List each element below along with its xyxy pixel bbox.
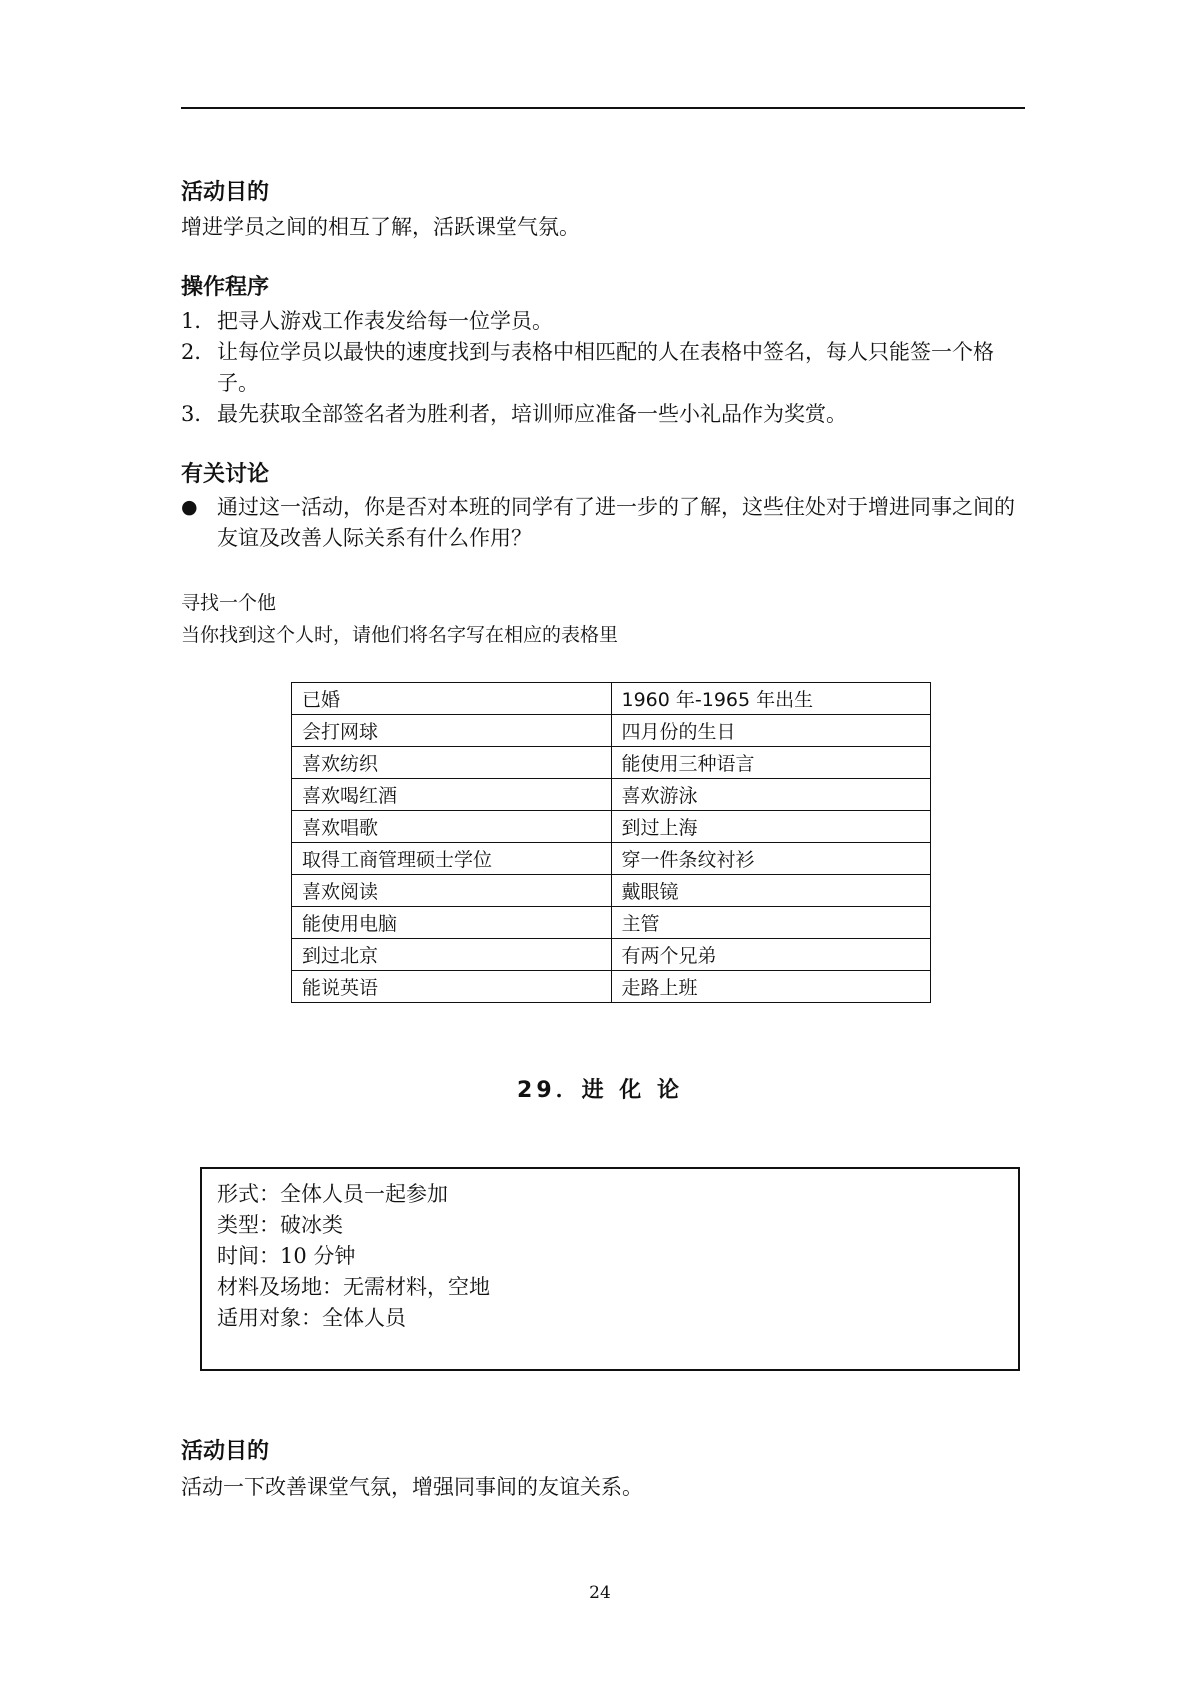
bullet-icon: ● xyxy=(181,496,198,518)
discussion-list xyxy=(181,492,1025,554)
table-cell: 能使用电脑 xyxy=(292,907,612,939)
activity-info-box xyxy=(200,1167,1020,1371)
procedure-step xyxy=(181,337,1025,399)
info-materials: 材料及场地：无需材料，空地 xyxy=(217,1275,490,1299)
worksheet-title: 寻找一个他 xyxy=(181,592,277,614)
step-text: 把寻人游戏工作表发给每一位学员。 xyxy=(217,309,553,333)
table-cell: 喜欢唱歌 xyxy=(292,811,612,843)
table-cell: 有两个兄弟 xyxy=(611,939,931,971)
table-cell: 穿一件条纹衬衫 xyxy=(611,843,931,875)
table-row xyxy=(292,811,931,843)
discussion-heading: 有关讨论 xyxy=(181,462,270,487)
info-type: 类型：破冰类 xyxy=(217,1213,343,1237)
procedure-heading: 操作程序 xyxy=(181,275,270,300)
table-row xyxy=(292,971,931,1003)
table-cell: 已婚 xyxy=(292,683,612,715)
step-number: 1． xyxy=(181,309,216,333)
table-row xyxy=(292,907,931,939)
table-cell: 到过上海 xyxy=(611,811,931,843)
table-cell: 喜欢喝红酒 xyxy=(292,779,612,811)
table-cell: 戴眼镜 xyxy=(611,875,931,907)
discussion-text: 通过这一活动，你是否对本班的同学有了进一步的了解，这些住处对于增进同事之间的友谊及改善人际关系有什么作用？ xyxy=(217,495,1015,550)
purpose-text-2: 活动一下改善课堂气氛，增强同事间的友谊关系。 xyxy=(181,1475,643,1499)
step-number: 2． xyxy=(181,340,216,364)
table-cell: 四月份的生日 xyxy=(611,715,931,747)
table-cell: 喜欢纺织 xyxy=(292,747,612,779)
table-cell: 1960 年-1965 年出生 xyxy=(611,683,931,715)
table-row xyxy=(292,779,931,811)
table-cell: 走路上班 xyxy=(611,971,931,1003)
table-cell: 取得工商管理硕士学位 xyxy=(292,843,612,875)
table-cell: 会打网球 xyxy=(292,715,612,747)
table-row xyxy=(292,715,931,747)
table-cell: 喜欢阅读 xyxy=(292,875,612,907)
table-cell: 主管 xyxy=(611,907,931,939)
purpose-heading-2: 活动目的 xyxy=(181,1439,270,1464)
info-audience: 适用对象：全体人员 xyxy=(217,1306,406,1330)
step-number: 3． xyxy=(181,402,216,426)
table-row xyxy=(292,747,931,779)
table-cell: 喜欢游泳 xyxy=(611,779,931,811)
info-format: 形式：全体人员一起参加 xyxy=(217,1182,448,1206)
table-cell: 能说英语 xyxy=(292,971,612,1003)
table-row xyxy=(292,683,931,715)
discussion-item xyxy=(181,492,1025,554)
header-rule xyxy=(181,107,1025,109)
find-someone-table xyxy=(291,682,931,1003)
table-row xyxy=(292,843,931,875)
purpose-heading-1: 活动目的 xyxy=(181,180,270,205)
table-cell: 到过北京 xyxy=(292,939,612,971)
worksheet-instruction: 当你找到这个人时，请他们将名字写在相应的表格里 xyxy=(181,624,619,646)
table-cell: 能使用三种语言 xyxy=(611,747,931,779)
info-duration: 时间：10 分钟 xyxy=(217,1244,356,1268)
purpose-text-1: 增进学员之间的相互了解，活跃课堂气氛。 xyxy=(181,215,580,239)
procedure-step xyxy=(181,399,1025,430)
procedure-steps xyxy=(181,306,1025,430)
step-text: 最先获取全部签名者为胜利者，培训师应准备一些小礼品作为奖赏。 xyxy=(217,402,847,426)
page-number: 24 xyxy=(589,1583,611,1603)
activity-29-title: 29．进 化 论 xyxy=(517,1078,683,1103)
step-text: 让每位学员以最快的速度找到与表格中相匹配的人在表格中签名，每人只能签一个格子。 xyxy=(217,340,994,395)
table-row xyxy=(292,939,931,971)
table-row xyxy=(292,875,931,907)
procedure-step xyxy=(181,306,1025,337)
